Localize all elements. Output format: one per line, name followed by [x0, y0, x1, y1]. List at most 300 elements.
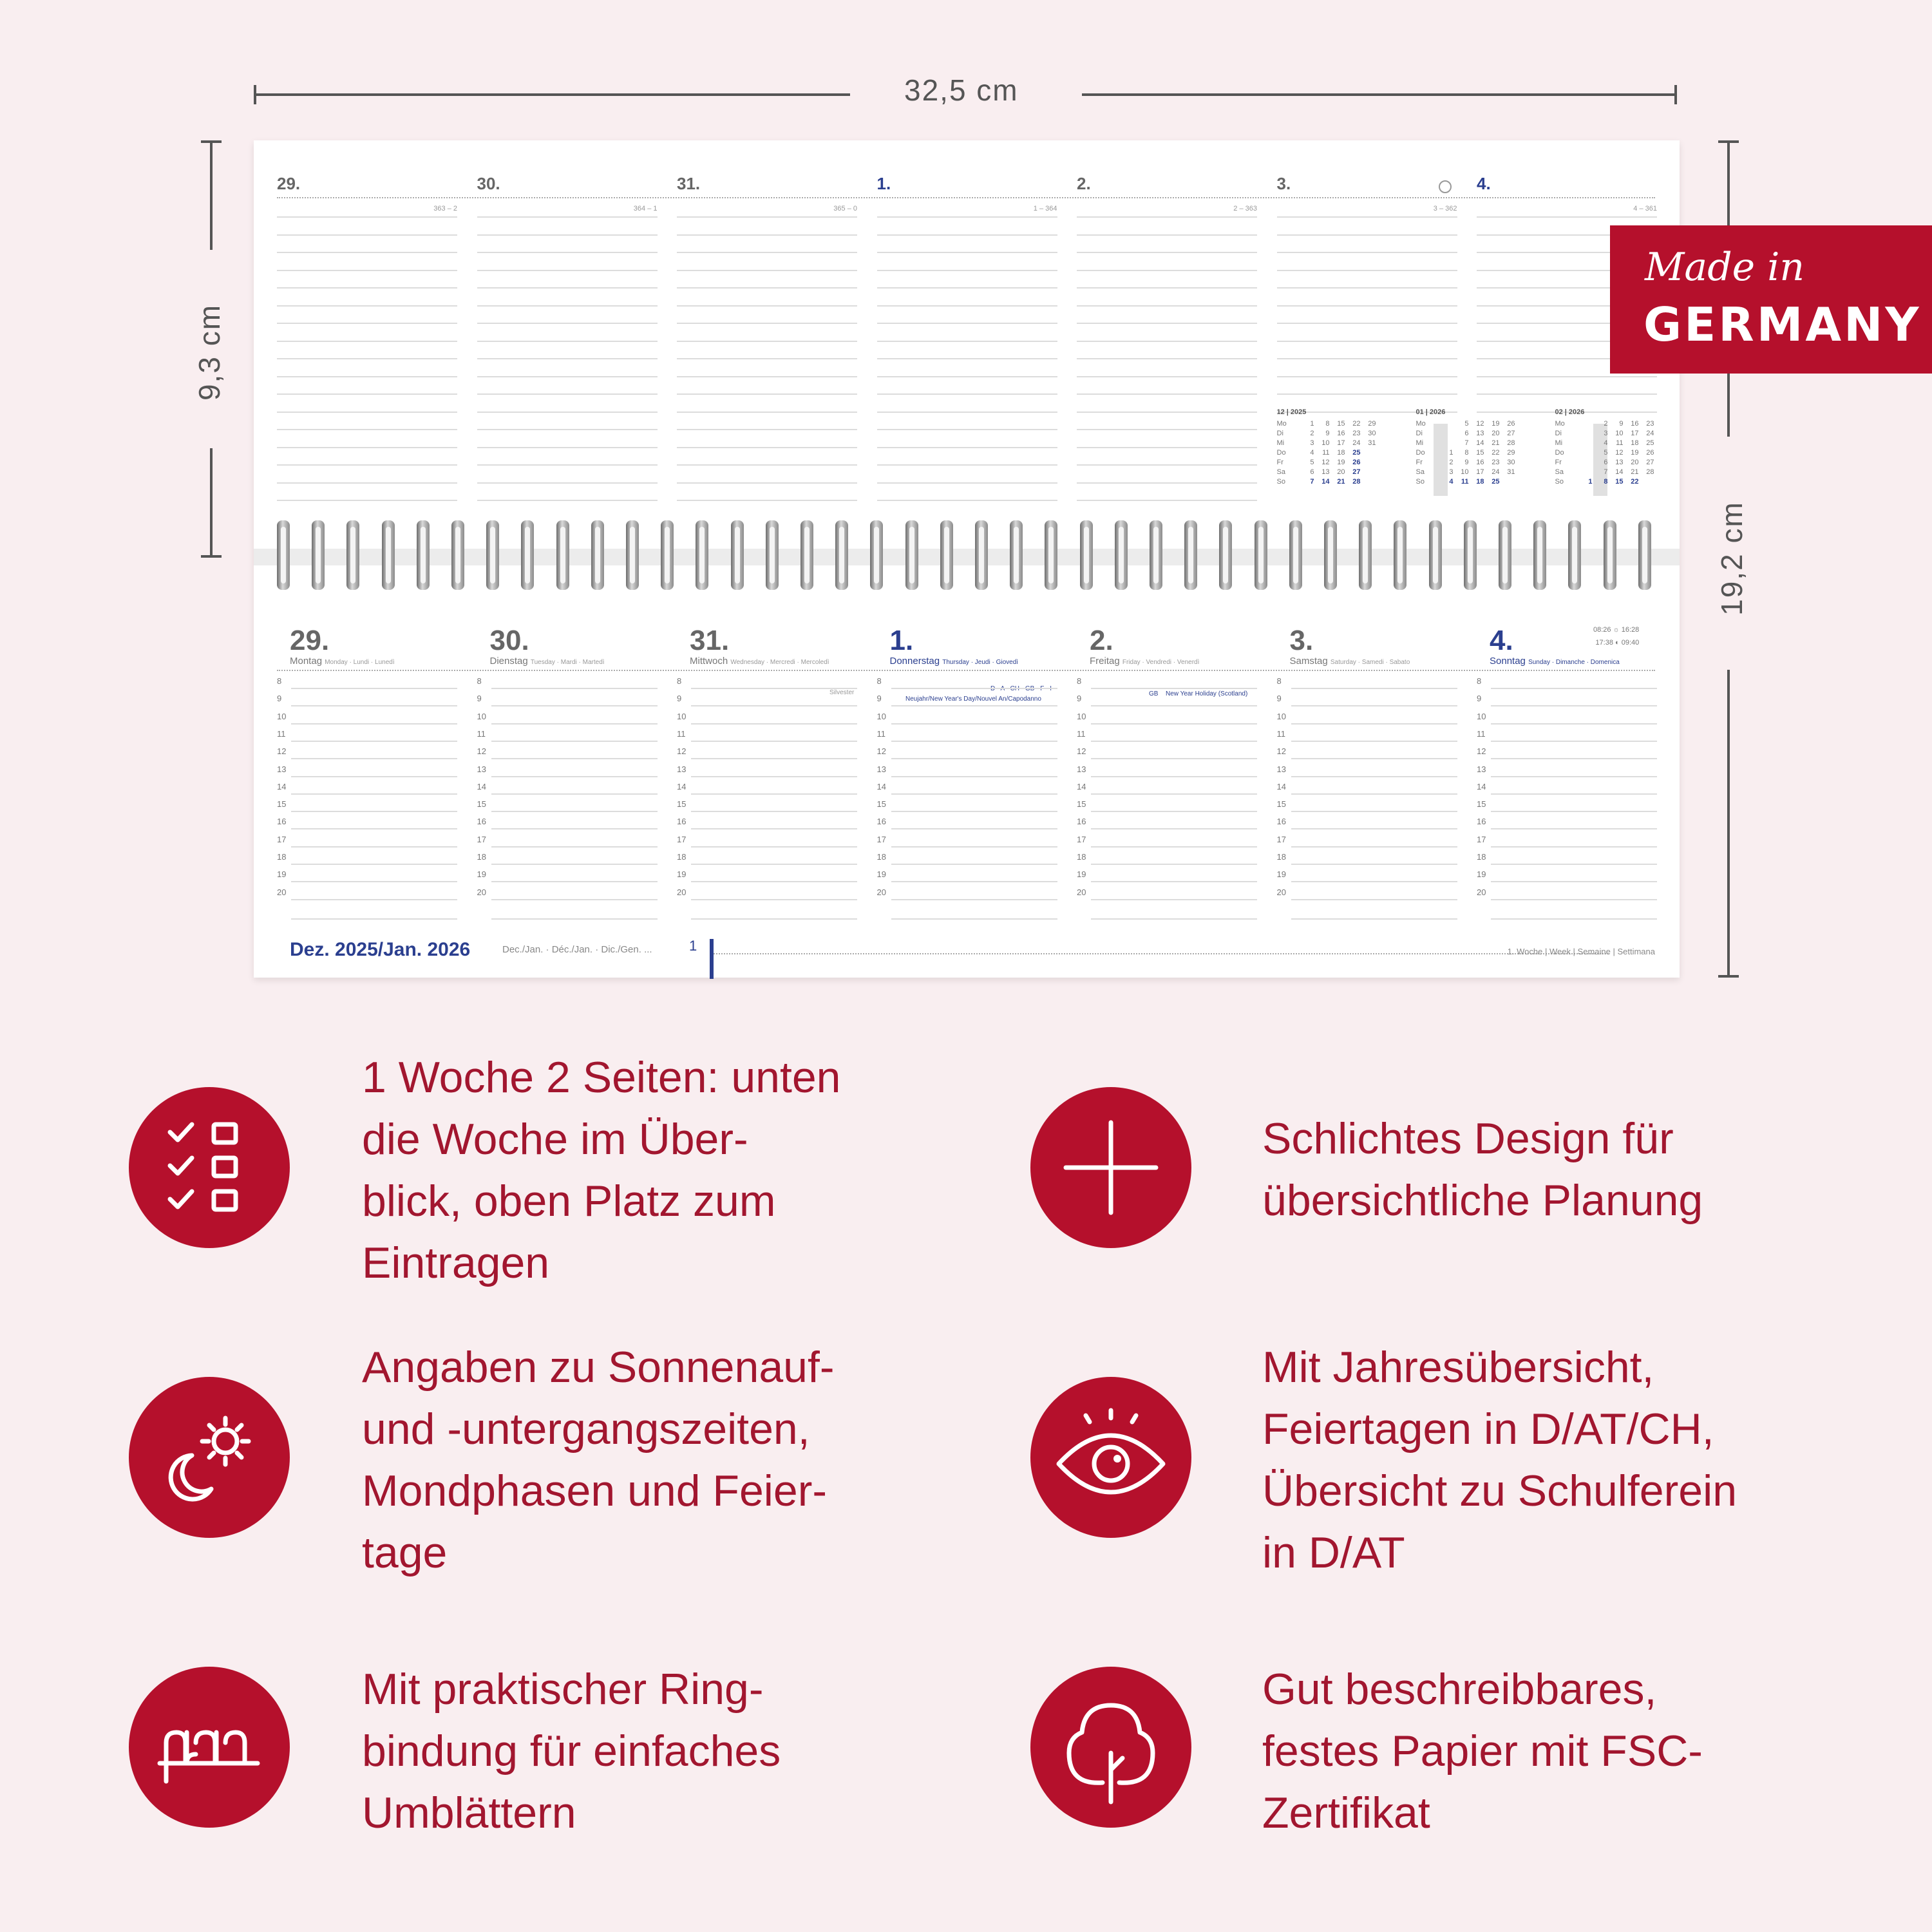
hour-line: [1091, 688, 1257, 689]
hour-line: [291, 758, 457, 759]
hour-line: [891, 776, 1057, 777]
hour-label: 13: [477, 764, 486, 774]
week-day-number: 3.: [1289, 625, 1314, 656]
hour-label: 16: [1276, 817, 1286, 827]
mini-calendar-date: 20: [1492, 430, 1500, 437]
hour-line: [1091, 758, 1257, 759]
writing-line: [277, 393, 457, 395]
mini-calendar-date: 2: [1449, 459, 1454, 466]
writing-line: [1277, 323, 1457, 324]
writing-line: [1277, 252, 1457, 253]
hour-line: [1491, 688, 1657, 689]
feature-text-ring-binding: Mit praktischer Ring- bindung für einfaches Umblättern: [362, 1665, 781, 1837]
binding-ring: [382, 520, 395, 590]
badge-country-text: GERMANY: [1643, 298, 1922, 352]
hour-line: [1091, 705, 1257, 706]
hour-line: [291, 881, 457, 882]
mini-calendar-date: 20: [1337, 468, 1345, 476]
week-day-label: Sonntag: [1490, 656, 1526, 667]
mini-calendar-date: 9: [1325, 430, 1330, 437]
mini-calendar-date: 28: [1507, 439, 1515, 447]
holiday-gb-region: GB: [1149, 690, 1159, 697]
eye-icon: [1030, 1377, 1191, 1538]
hour-label: 19: [677, 869, 687, 880]
writing-line: [1077, 358, 1257, 359]
writing-line: [1077, 287, 1257, 289]
hour-line: [291, 899, 457, 900]
day-of-year: 364 – 1: [633, 205, 658, 213]
mini-calendar-date: 18: [1337, 449, 1345, 457]
top-day-number: 2.: [1077, 174, 1091, 193]
hour-label: 9: [1477, 694, 1482, 704]
hour-line: [291, 741, 457, 742]
mini-calendar-weekday: Mo: [1416, 420, 1426, 428]
hour-line: [691, 828, 857, 829]
mini-calendar-date: 18: [1476, 478, 1484, 486]
hour-label: 13: [1276, 764, 1286, 774]
mini-calendar-date: [1438, 439, 1454, 447]
sun-moon-icon: [129, 1377, 290, 1538]
mini-calendar-date: 15: [1615, 478, 1624, 486]
mini-calendar-date: 17: [1476, 468, 1484, 476]
writing-line: [877, 412, 1057, 413]
binding-ring: [1324, 520, 1337, 590]
hour-line: [491, 705, 658, 706]
mini-calendar-date: 4: [1604, 439, 1608, 447]
hour-label: 20: [1276, 887, 1286, 897]
mini-calendar-date: 12: [1615, 449, 1624, 457]
binding-ring: [1184, 520, 1197, 590]
mini-calendar-date: 9: [1464, 459, 1469, 466]
moonrise-time: 17:38: [1595, 639, 1613, 647]
writing-line: [677, 305, 857, 307]
hour-label: 19: [1077, 869, 1086, 880]
hour-line: [491, 688, 658, 689]
mini-calendar-date: [1577, 420, 1593, 428]
hour-line: [1291, 828, 1457, 829]
hour-line: [1491, 881, 1657, 882]
mini-calendar-title: 12 | 2025: [1276, 408, 1307, 416]
writing-line: [877, 482, 1057, 484]
hour-line: [1291, 723, 1457, 724]
writing-line: [477, 500, 658, 501]
week-day-label: Dienstag: [489, 656, 528, 667]
holiday-silvester: Silvester: [829, 689, 855, 696]
hour-line: [1491, 811, 1657, 812]
hour-label: 12: [1077, 746, 1086, 757]
writing-line: [1077, 447, 1257, 448]
top-height-label: 9,3 cm: [193, 303, 227, 401]
writing-line: [877, 429, 1057, 430]
binding-ring: [1115, 520, 1128, 590]
hour-label: 8: [1276, 676, 1282, 686]
hour-line: [891, 846, 1057, 848]
hour-label: 15: [277, 799, 287, 810]
writing-line: [1077, 305, 1257, 307]
footer-week-number: 1: [689, 938, 697, 954]
week-day-number: 31.: [690, 625, 730, 656]
hour-label: 17: [876, 834, 886, 844]
mini-calendar: [1416, 408, 1515, 486]
hour-label: 15: [1276, 799, 1286, 810]
mini-calendar-date: 21: [1337, 478, 1345, 486]
moon-icon: ◐: [1615, 639, 1620, 647]
holiday-gb: New Year Holiday (Scotland): [1166, 690, 1248, 697]
mini-calendar-date: 19: [1337, 459, 1345, 466]
day-of-year: 1 – 364: [1033, 205, 1057, 213]
mini-calendar-date: 4: [1310, 449, 1314, 457]
writing-line: [1077, 482, 1257, 484]
hour-label: 20: [876, 887, 886, 897]
writing-line: [277, 376, 457, 377]
binding-ring: [556, 520, 569, 590]
week-day-name: [1290, 656, 1410, 667]
hour-line: [891, 758, 1057, 759]
hour-line: [1491, 828, 1657, 829]
writing-line: [477, 305, 658, 307]
week-day-number: 30.: [489, 625, 529, 656]
mini-calendar-date: 26: [1646, 449, 1654, 457]
hour-line: [1291, 899, 1457, 900]
mini-calendar-date: 10: [1321, 439, 1330, 447]
binding-ring: [940, 520, 953, 590]
writing-line: [277, 216, 457, 218]
writing-line: [277, 323, 457, 324]
writing-line: [1077, 412, 1257, 413]
hour-line: [691, 741, 857, 742]
hour-label: 10: [1077, 711, 1086, 721]
mini-calendar-title: 02 | 2026: [1555, 408, 1585, 416]
hour-line: [1291, 811, 1457, 812]
binding-ring: [1568, 520, 1581, 590]
week-day-name: [690, 656, 829, 667]
hour-line: [691, 881, 857, 882]
hour-line: [891, 705, 1057, 706]
hour-line: [291, 776, 457, 777]
writing-line: [877, 464, 1057, 466]
mini-calendar-date: [1361, 449, 1376, 457]
hour-label: 10: [1477, 711, 1486, 721]
mini-calendar-weekday: Mi: [1416, 439, 1424, 447]
mini-calendar-date: 6: [1310, 468, 1314, 476]
hour-line: [291, 705, 457, 706]
binding-ring: [800, 520, 813, 590]
mini-calendar-date: [1577, 430, 1593, 437]
mini-calendar-date: 10: [1461, 468, 1469, 476]
hour-label: 13: [677, 764, 687, 774]
day-of-year: 363 – 2: [433, 205, 457, 213]
writing-line: [877, 358, 1057, 359]
hour-label: 12: [677, 746, 687, 757]
writing-line: [677, 252, 857, 253]
week-day-label: Freitag: [1090, 656, 1120, 667]
writing-line: [1477, 216, 1657, 218]
width-label: 32,5 cm: [904, 73, 1019, 107]
mini-calendar-date: 17: [1631, 430, 1639, 437]
mini-calendar-date: 2: [1310, 430, 1314, 437]
feature-text-design: Schlichtes Design für übersichtliche Planung: [1262, 1114, 1703, 1225]
binding-ring: [1394, 520, 1406, 590]
bottom-dotted-rule: [277, 670, 1655, 671]
hour-line: [291, 846, 457, 848]
writing-line: [277, 429, 457, 430]
week-day-name: [890, 656, 1019, 667]
hour-label: 16: [1077, 817, 1086, 827]
top-dotted-rule: [277, 197, 1655, 198]
mini-calendar-date: 14: [1321, 478, 1330, 486]
week-day-translations: Saturday · Samedi · Sabato: [1330, 659, 1410, 666]
writing-line: [1077, 270, 1257, 271]
writing-line: [1277, 341, 1457, 342]
mini-calendar-date: 19: [1492, 420, 1500, 428]
mini-calendar-date: 23: [1352, 430, 1361, 437]
mini-calendar-date: 13: [1476, 430, 1484, 437]
hour-line: [691, 811, 857, 812]
writing-line: [677, 234, 857, 236]
mini-calendar-weekday: Di: [1276, 430, 1283, 437]
top-day-number: 1.: [876, 174, 891, 193]
hour-label: 17: [1077, 834, 1086, 844]
writing-line: [1277, 287, 1457, 289]
hour-line: [1291, 758, 1457, 759]
mini-calendar-weekday: Mo: [1555, 420, 1565, 428]
week-day-name: [1490, 656, 1620, 667]
writing-line: [477, 270, 658, 271]
hour-label: 14: [1276, 781, 1286, 791]
binding-ring: [486, 520, 499, 590]
writing-line: [477, 323, 658, 324]
hour-label: 17: [477, 834, 486, 844]
binding-ring: [1289, 520, 1302, 590]
hour-label: 16: [277, 817, 287, 827]
hour-line: [1491, 899, 1657, 900]
week-day-translations: Sunday · Dimanche · Domenica: [1528, 659, 1620, 666]
binding-ring: [1533, 520, 1546, 590]
hour-label: 19: [477, 869, 486, 880]
hour-line: [691, 899, 857, 900]
mini-calendar-date: 21: [1631, 468, 1639, 476]
writing-line: [277, 305, 457, 307]
mini-calendar-date: [1639, 478, 1654, 486]
binding-ring: [451, 520, 464, 590]
mini-calendar-date: 5: [1310, 459, 1314, 466]
week-day-name: [1090, 656, 1199, 667]
writing-line: [277, 447, 457, 448]
hour-line: [891, 881, 1057, 882]
binding-ring: [1045, 520, 1057, 590]
mini-calendar-date: 30: [1507, 459, 1515, 466]
hour-line: [291, 828, 457, 829]
hour-label: 12: [477, 746, 486, 757]
mini-calendar-weekday: Fr: [1555, 459, 1562, 466]
hour-label: 8: [1477, 676, 1482, 686]
mini-calendar-date: [1361, 468, 1376, 476]
hour-label: 9: [1276, 694, 1282, 704]
writing-line: [677, 358, 857, 359]
writing-line: [477, 287, 658, 289]
week-day-translations: Thursday · Jeudi · Giovedì: [942, 659, 1019, 666]
mini-calendar-date: 4: [1449, 478, 1454, 486]
week-day-label: Montag: [290, 656, 323, 667]
hour-line: [691, 918, 857, 920]
mini-calendar-date: 16: [1631, 420, 1639, 428]
tree-icon: [1030, 1667, 1191, 1828]
top-day-number: 29.: [277, 174, 301, 193]
top-day-number: 3.: [1276, 174, 1291, 193]
hour-line: [691, 864, 857, 865]
mini-calendar-weekday: So: [1416, 478, 1425, 486]
mini-calendar-date: 22: [1352, 420, 1361, 428]
mini-calendar-weekday: So: [1555, 478, 1564, 486]
binding-ring: [591, 520, 604, 590]
hour-label: 17: [277, 834, 287, 844]
hour-line: [291, 723, 457, 724]
mini-calendar-date: 8: [1604, 478, 1608, 486]
hour-line: [491, 741, 658, 742]
mini-calendar-date: 26: [1352, 459, 1361, 466]
hour-label: 15: [477, 799, 486, 810]
hour-label: 18: [1477, 852, 1486, 862]
binding-ring: [521, 520, 534, 590]
hour-label: 8: [876, 676, 882, 686]
binding-ring: [1429, 520, 1442, 590]
writing-line: [477, 412, 658, 413]
hour-line: [1091, 881, 1257, 882]
hour-line: [691, 758, 857, 759]
hour-line: [1291, 793, 1457, 795]
mini-calendar-date: 15: [1337, 420, 1345, 428]
hour-label: 18: [1077, 852, 1086, 862]
hour-line: [691, 723, 857, 724]
mini-calendar-date: 1: [1449, 449, 1454, 457]
writing-line: [1277, 270, 1457, 271]
hour-label: 15: [1077, 799, 1086, 810]
badge-script-text: Made in: [1645, 245, 1805, 290]
binding-ring: [1010, 520, 1023, 590]
week-day-number: 1.: [889, 625, 914, 656]
mini-calendar-weekday: Mi: [1555, 439, 1563, 447]
mini-calendar-date: 14: [1476, 439, 1484, 447]
mini-calendar-date: 3: [1449, 468, 1454, 476]
binding-ring: [905, 520, 918, 590]
writing-line: [477, 393, 658, 395]
writing-line: [477, 358, 658, 359]
week-day-translations: Tuesday · Mardi · Martedì: [530, 659, 605, 666]
hour-label: 20: [477, 887, 486, 897]
writing-line: [677, 376, 857, 377]
writing-line: [1077, 500, 1257, 501]
writing-line: [877, 376, 1057, 377]
writing-line: [477, 252, 658, 253]
hour-label: 14: [1477, 781, 1486, 791]
hour-label: 20: [1077, 887, 1086, 897]
hour-label: 11: [1477, 728, 1486, 739]
hour-label: 15: [677, 799, 687, 810]
writing-line: [1277, 305, 1457, 307]
hour-label: 11: [677, 728, 686, 739]
hour-label: 17: [677, 834, 687, 844]
mini-calendar: [1555, 408, 1654, 486]
mini-calendar-weekday: Do: [1416, 449, 1425, 457]
footer-month-translations: Dec./Jan. · Déc./Jan. · Dic./Gen. ...: [502, 944, 652, 955]
plus-icon: [1030, 1087, 1191, 1248]
hour-label: 19: [1477, 869, 1486, 880]
hour-label: 19: [1276, 869, 1286, 880]
mini-calendar-date: 21: [1492, 439, 1500, 447]
hour-label: 8: [277, 676, 282, 686]
mini-calendar-date: 22: [1492, 449, 1500, 457]
mini-calendar-date: 24: [1352, 439, 1361, 447]
mini-calendar-weekday: So: [1276, 478, 1285, 486]
hour-line: [491, 723, 658, 724]
hour-line: [1091, 918, 1257, 920]
mini-calendar-date: 26: [1507, 420, 1515, 428]
writing-line: [677, 393, 857, 395]
binding-ring: [277, 520, 290, 590]
day-of-year: 2 – 363: [1233, 205, 1257, 213]
writing-line: [477, 447, 658, 448]
writing-line: [277, 482, 457, 484]
week-overview-page: [254, 617, 1680, 978]
hour-line: [891, 793, 1057, 795]
week-day-label: Donnerstag: [889, 656, 940, 667]
hour-label: 13: [876, 764, 886, 774]
hour-line: [1491, 918, 1657, 920]
writing-line: [1277, 376, 1457, 377]
mini-calendar-date: 8: [1325, 420, 1330, 428]
hour-label: 19: [876, 869, 886, 880]
sunset-time: 16:28: [1621, 626, 1640, 634]
binding-ring: [731, 520, 744, 590]
hour-label: 20: [677, 887, 687, 897]
hour-line: [491, 846, 658, 848]
hour-line: [1491, 776, 1657, 777]
hour-line: [1291, 918, 1457, 920]
writing-line: [477, 234, 658, 236]
hour-line: [1491, 793, 1657, 795]
writing-line: [677, 429, 857, 430]
mini-calendar-date: 5: [1604, 449, 1608, 457]
made-in-germany-badge: [1610, 225, 1932, 374]
hour-label: 18: [1276, 852, 1286, 862]
hour-label: 13: [1477, 764, 1486, 774]
hour-label: 18: [477, 852, 486, 862]
feature-text-week-layout: 1 Woche 2 Seiten: unten die Woche im Über- blick, oben Platz zum Eintragen: [362, 1053, 841, 1287]
hour-label: 10: [277, 711, 287, 721]
writing-line: [277, 358, 457, 359]
top-day-number: 31.: [677, 174, 701, 193]
binding-ring: [1464, 520, 1477, 590]
footer-week-label: 1. Woche | Week | Semaine | Settimana: [1507, 947, 1655, 956]
hour-line: [691, 776, 857, 777]
writing-line: [277, 287, 457, 289]
hour-line: [691, 688, 857, 689]
mini-calendar-date: 10: [1615, 430, 1624, 437]
hour-label: 12: [1477, 746, 1486, 757]
hour-label: 14: [1077, 781, 1086, 791]
writing-line: [877, 216, 1057, 218]
mini-calendar-date: 11: [1461, 478, 1469, 486]
hour-line: [1091, 846, 1257, 848]
hour-line: [1291, 776, 1457, 777]
top-notes-page: [254, 140, 1680, 514]
writing-line: [477, 216, 658, 218]
writing-line: [477, 429, 658, 430]
week-day-label: Mittwoch: [690, 656, 728, 667]
mini-calendar-date: 12: [1321, 459, 1330, 466]
hour-line: [1291, 881, 1457, 882]
writing-line: [277, 464, 457, 466]
